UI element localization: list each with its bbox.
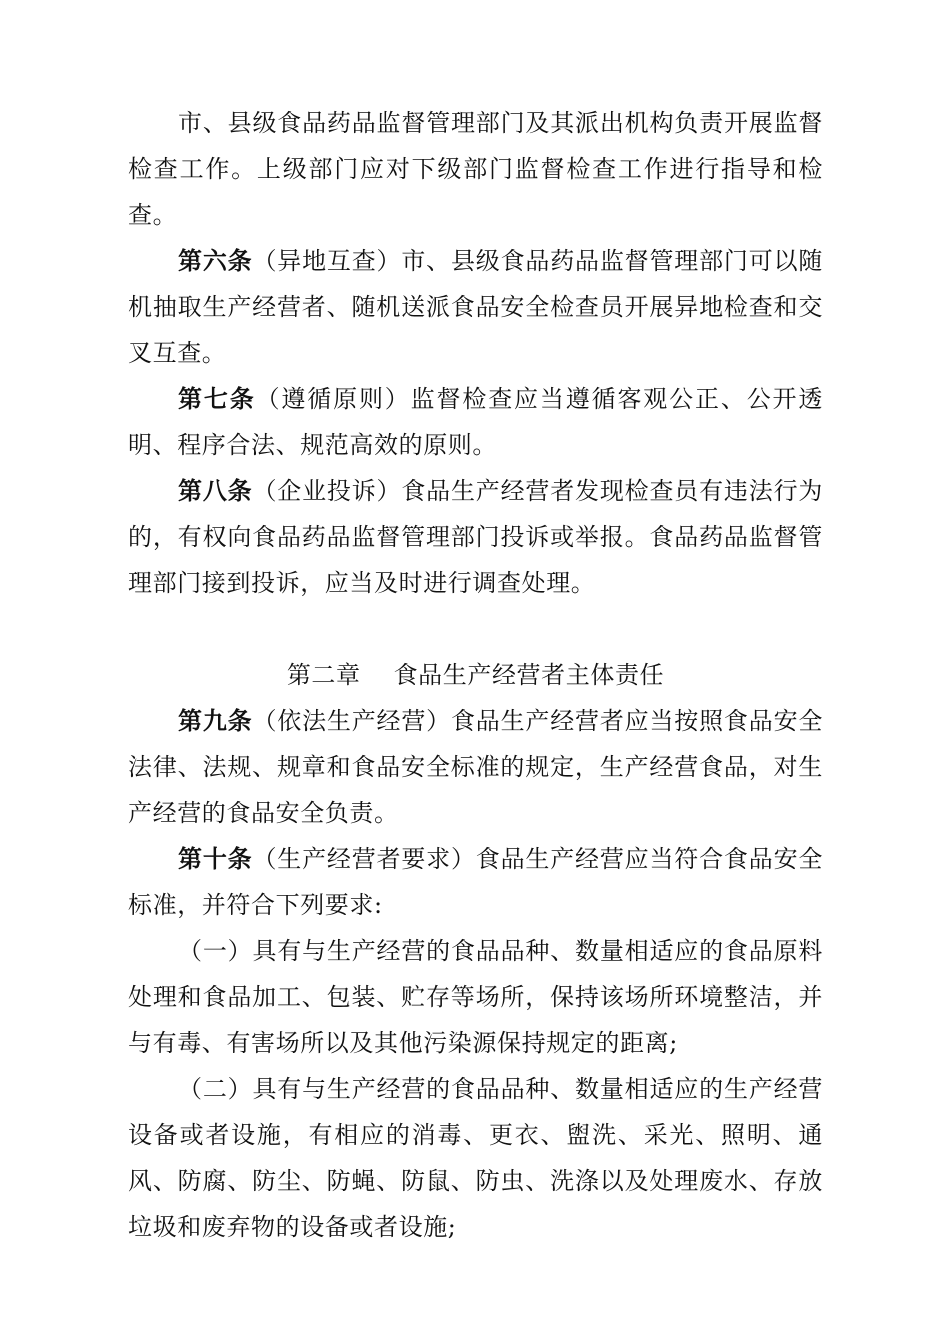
article-8-text: （企业投诉）食品生产经营者发现检查员有违法行为的，有权向食品药品监督管理部门投诉或举报。食品药品监督管理部门接到投诉，应当及时进行调查处理。 — [128, 477, 823, 597]
article-6-title: 第六条 — [178, 247, 253, 275]
list-item-2 — [128, 1066, 823, 1250]
list-item-1-text: （一）具有与生产经营的食品品种、数量相适应的食品原料处理和食品加工、包装、贮存等场所，保持该场所环境整洁，并与有毒、有害场所以及其他污染源保持规定的距离; — [128, 937, 823, 1057]
article-9 — [128, 698, 823, 836]
article-10-text: （生产经营者要求）食品生产经营应当符合食品安全标准，并符合下列要求: — [128, 845, 823, 919]
article-7-text: （遵循原则）监督检查应当遵循客观公正、公开透明、程序合法、规范高效的原则。 — [128, 385, 823, 459]
article-8 — [128, 468, 823, 606]
document-page — [128, 100, 823, 1250]
article-9-title: 第九条 — [178, 707, 253, 735]
article-9-text: （依法生产经营）食品生产经营者应当按照食品安全法律、法规、规章和食品安全标准的规定，生产经营食品，对生产经营的食品安全负责。 — [128, 707, 823, 827]
paragraph-text: 市、县级食品药品监督管理部门及其派出机构负责开展监督检查工作。上级部门应对下级部门监督检查工作进行指导和检查。 — [128, 109, 823, 229]
article-7 — [128, 376, 823, 468]
chapter-number: 第二章 — [286, 661, 361, 689]
list-item-1 — [128, 928, 823, 1066]
paragraph-supervision-duty — [128, 100, 823, 238]
article-10-title: 第十条 — [178, 845, 253, 873]
chapter-heading — [128, 652, 823, 698]
article-7-title: 第七条 — [178, 385, 256, 413]
article-6-text: （异地互查）市、县级食品药品监督管理部门可以随机抽取生产经营者、随机送派食品安全检查员开展异地检查和交叉互查。 — [128, 247, 823, 367]
article-6 — [128, 238, 823, 376]
article-10 — [128, 836, 823, 928]
article-8-title: 第八条 — [178, 477, 253, 505]
list-item-2-text: （二）具有与生产经营的食品品种、数量相适应的生产经营设备或者设施，有相应的消毒、更衣、盥洗、采光、照明、通风、防腐、防尘、防蝇、防鼠、防虫、洗涤以及处理废水、存放垃圾和废弃物的设备或者设施; — [128, 1075, 823, 1241]
chapter-title: 食品生产经营者主体责任 — [393, 661, 665, 689]
